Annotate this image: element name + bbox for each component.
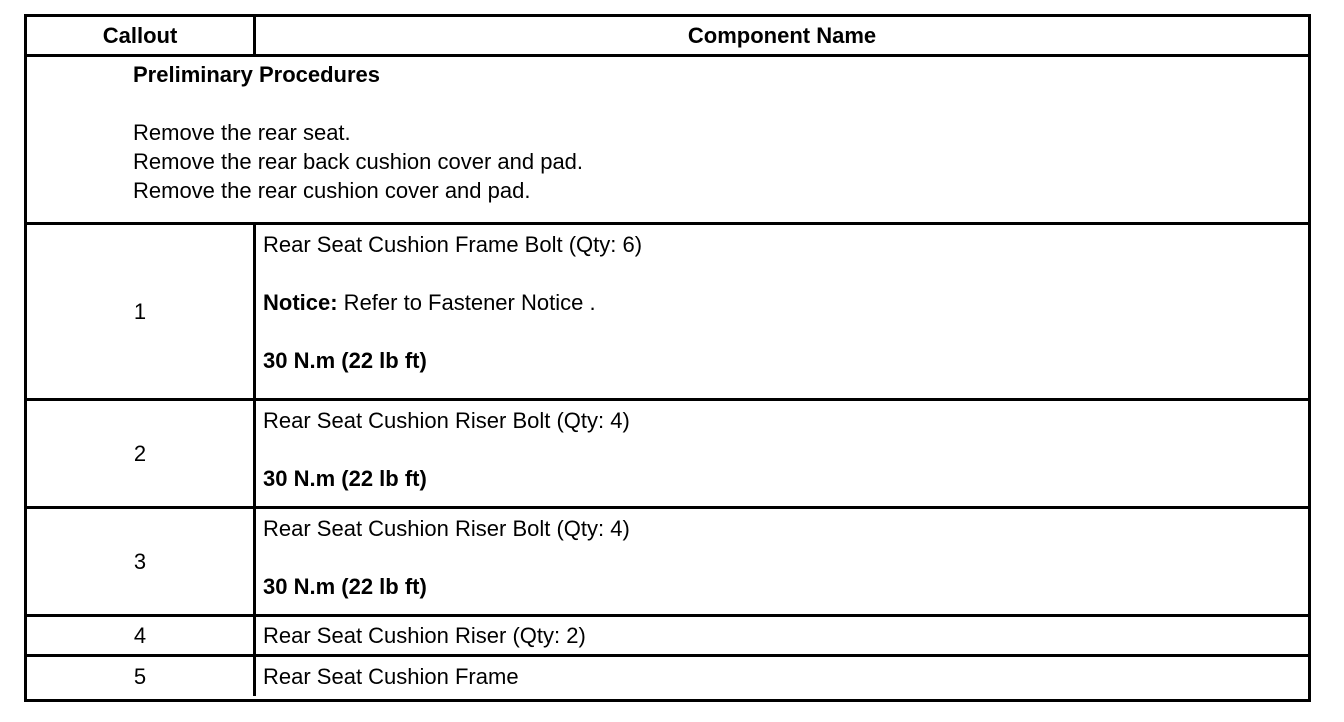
preliminary-step: Remove the rear seat. bbox=[133, 120, 351, 145]
components-table bbox=[24, 14, 1311, 702]
callout-number: 3 bbox=[27, 509, 256, 617]
column-header-component-name: Component Name bbox=[256, 17, 1308, 57]
preliminary-procedures bbox=[27, 57, 1308, 225]
column-header-callout: Callout bbox=[27, 17, 256, 57]
torque-spec: 30 N.m (22 lb ft) bbox=[263, 348, 427, 373]
callout-number: 2 bbox=[27, 401, 256, 509]
component-cell bbox=[256, 225, 1308, 401]
torque-spec: 30 N.m (22 lb ft) bbox=[263, 574, 427, 599]
preliminary-step: Remove the rear cushion cover and pad. bbox=[133, 178, 531, 203]
notice bbox=[263, 288, 1308, 317]
notice-text: Refer to Fastener Notice . bbox=[337, 290, 596, 315]
preliminary-title: Preliminary Procedures bbox=[133, 62, 381, 87]
component-name: Rear Seat Cushion Riser Bolt (Qty: 4) bbox=[263, 516, 630, 541]
callout-number: 1 bbox=[27, 225, 256, 401]
preliminary-step: Remove the rear back cushion cover and pad. bbox=[133, 149, 584, 174]
component-name: Rear Seat Cushion Frame Bolt (Qty: 6) bbox=[263, 232, 643, 257]
component-cell bbox=[256, 401, 1308, 509]
component-cell bbox=[256, 509, 1308, 617]
component-name: Rear Seat Cushion Riser Bolt (Qty: 4) bbox=[263, 408, 630, 433]
callout-number: 5 bbox=[27, 657, 256, 696]
component-name: Rear Seat Cushion Riser (Qty: 2) bbox=[256, 617, 1308, 657]
torque-spec: 30 N.m (22 lb ft) bbox=[263, 466, 427, 491]
component-name: Rear Seat Cushion Frame bbox=[263, 664, 519, 689]
callout-number: 4 bbox=[27, 617, 256, 657]
notice-label: Notice: bbox=[263, 290, 338, 315]
